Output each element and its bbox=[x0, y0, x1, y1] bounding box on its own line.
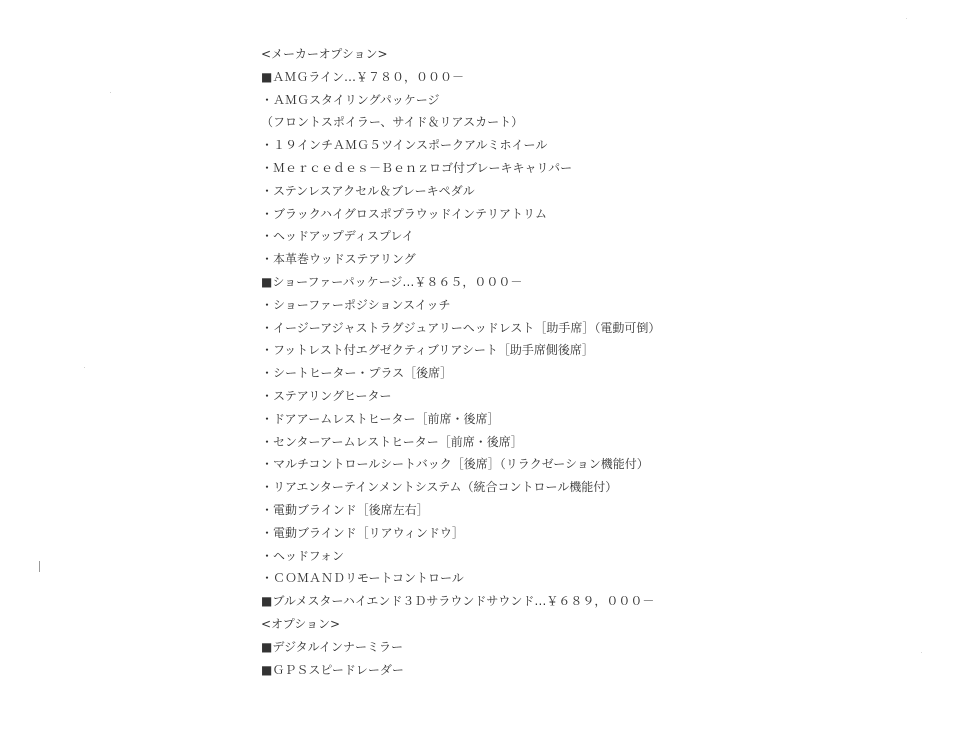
list-item: ・ヘッドフォン bbox=[261, 548, 345, 563]
list-item: ・ステンレスアクセル＆ブレーキペダル bbox=[261, 183, 475, 198]
list-item: ・電動ブラインド［リアウィンドウ］ bbox=[261, 525, 464, 540]
list-item: ・本革巻ウッドステアリング bbox=[261, 252, 416, 267]
option-amg-line: ■ＡＭＧライン…￥７８０，０００－ bbox=[261, 69, 464, 84]
list-item: ・ドアアームレストヒーター［前席・後席］ bbox=[261, 411, 500, 426]
list-item: ・ＣＯＭＡＮＤリモートコントロール bbox=[261, 571, 464, 586]
list-item-note: （フロントスポイラー、サイド＆リアスカート） bbox=[261, 115, 524, 130]
list-item: ・イージーアジャストラグジュアリーヘッドレスト［助手席］（電動可倒） bbox=[261, 320, 661, 335]
section-heading-options: <オプション> bbox=[261, 616, 341, 631]
scan-speck bbox=[906, 18, 907, 19]
option-chauffeur-package: ■ショーファーパッケージ…￥８６５，０００－ bbox=[261, 274, 523, 289]
scan-speck bbox=[110, 92, 111, 93]
option-gps-radar: ■ＧＰＳスピードレーダー bbox=[261, 662, 404, 677]
list-item: ・シートヒーター・プラス［後席］ bbox=[261, 366, 453, 381]
scan-speck bbox=[84, 367, 85, 368]
list-item: ・ヘッドアップディスプレイ bbox=[261, 229, 414, 244]
list-item: ・ＡＭＧスタイリングパッケージ bbox=[261, 92, 440, 107]
list-item: ・マルチコントロールシートバック［後席］（リラクゼーション機能付） bbox=[261, 457, 649, 472]
list-item: ・ショーファーポジションスイッチ bbox=[261, 297, 451, 312]
list-item: ・１９インチＡＭＧ５ツインスポークアルミホイール bbox=[261, 138, 548, 153]
list-item: ・ステアリングヒーター bbox=[261, 388, 392, 403]
list-item: ・Ｍｅｒｃｅｄｅｓ－Ｂｅｎｚロゴ付ブレーキキャリパー bbox=[261, 160, 573, 175]
scan-speck bbox=[39, 561, 40, 572]
list-item: ・フットレスト付エグゼクティブリアシート［助手席側後席］ bbox=[261, 343, 594, 358]
list-item: ・リアエンターテインメントシステム（統合コントロール機能付） bbox=[261, 480, 618, 495]
option-list bbox=[261, 43, 660, 681]
option-digital-mirror: ■デジタルインナーミラー bbox=[261, 639, 404, 654]
scan-speck bbox=[921, 652, 922, 653]
list-item: ・ブラックハイグロスポプラウッドインテリアトリム bbox=[261, 206, 547, 221]
list-item: ・電動ブラインド［後席左右］ bbox=[261, 502, 429, 517]
list-item: ・センターアームレストヒーター［前席・後席］ bbox=[261, 434, 523, 449]
option-burmester-sound: ■ブルメスターハイエンド３Ｄサラウンドサウンド…￥６８９，０００－ bbox=[261, 594, 655, 609]
section-heading-maker-options: <メーカーオプション> bbox=[261, 47, 388, 61]
